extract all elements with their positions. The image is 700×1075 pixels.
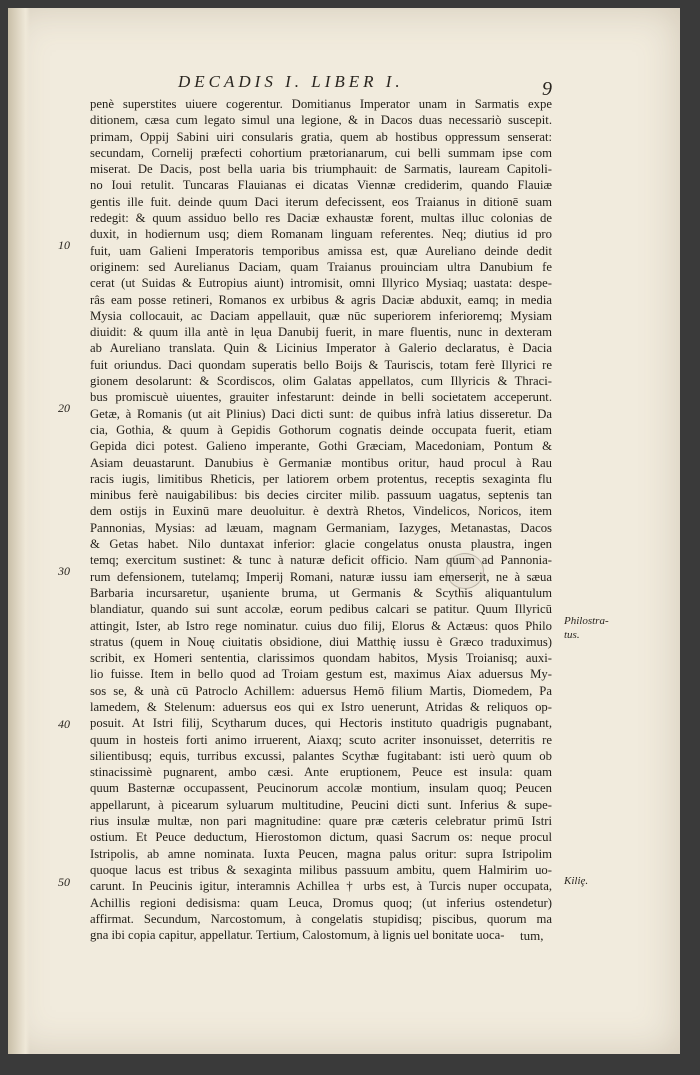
text-line: Achillis regioni dedisisma: quam Leuca, Dromus quoq; (ut inferius ostendetur) [90,895,552,910]
text-line: râs eam posse retineri, Romanos ex urbibus & agris Daciæ abduxit, eamq; in media [90,292,552,307]
text-line: minibus ferè nauigabilibus: bis decies circiter milib. passuum uagatus, septenis tan [90,488,552,503]
running-header: DECADIS I. LIBER I. [178,72,404,91]
text-line: quoque lacus est tribus & sexaginta milibus passuum ambitu, quem Halmirim uo- [90,862,552,877]
text-line: duxit, in hodiernum usq; diem Romanam linguam referentes. Neq; diutius id pro [90,227,552,242]
text-line: gentis ille fuit. deinde quum Daci iterum defecissent, eos Traianus in ditionē suam [90,194,552,209]
text-line: lamedem, & Stelenum: aduersus eos qui ex Istro uenerunt, Atridas & reliquos op- [90,699,552,714]
marginal-note-philostratus-1: Philostra- [564,615,609,627]
text-line: scribit, ex Homeri sententia, clarissimos quondam habitos, Mysis Troianisq; auxi- [90,651,552,666]
line-number-50: 50 [58,875,70,889]
library-stamp [446,553,484,589]
text-line: gna ibi copia capitur, appellatur. Tertium, Calostomum, à lignis uel bonitate uoca- [90,928,505,943]
line-number-20: 20 [58,401,70,415]
body-text [90,96,552,943]
book-page [8,8,680,1054]
text-line: miserat. De Dacis, post bella uaria bis triumphauit: de Sarmatis, lauream Capitoli- [90,162,552,177]
text-line: affirmat. Secundum, Narcostomum, à congelatis stupidisq; piscibus, quorum ma [90,911,552,926]
text-line: stratus (quem in Nouę ciuitatis obsidione, diui Matthię iussu è Græco traduximus) [90,634,552,649]
text-line: gionem desolarunt: & Scordiscos, olim Galatas appellatos, cum Illyricis & Thraci- [90,374,552,389]
text-line: Mysia collocauit, ac Daciam appellauit, quæ nūc superiorem inferioremq; Mysiam [90,308,552,323]
text-line: & Getas habet. Nilo duntaxat inferior: glacie congelatus onusta plaustra, ingen [90,537,552,552]
text-line: Getæ, à Romanis (ut ait Plinius) Daci dicti sunt: de quibus infrà latius disseretur. Da [90,406,552,421]
text-line: Asiam deuastarunt. Danubius è Germaniæ montibus oritur, haud procul à Rau [90,455,552,470]
line-number-40: 40 [58,717,70,731]
text-line: sos se, & unà cū Patroclo Achillem: aduersus Hemō filium Martis, Diomedem, Pa [90,683,552,698]
text-line: ditionem, cæsa cum legato simul una legione, & in Dacos duas necessariò suscepit. [90,113,552,128]
text-line: temq; exercitum sustinet: & tunc à naturæ deficit officio. Nam quum ad Pannonia- [90,553,552,568]
text-line: rum defensionem, tutelamq; Imperij Romani, naturæ iussu iam emerserit, ne à sæua [90,569,552,584]
text-line: quum Basternæ occupassent, Peucinorum accolæ montium, insulam quoq; Peucen [90,781,552,796]
text-line: rius insulæ multæ, non pari magnitudine: quare præ cæteris celebratur primū Istri [90,814,552,829]
text-line: ab Aureliano translata. Quin & Licinius Imperator à Galerio declaratus, è Dacia [90,341,552,356]
text-line: secundam, Cornelij præfecti cohortium prætorianarum, cui belli summam ipse com [90,145,552,160]
text-line: cerat (ut Suidas & Eutropius aiunt) intromisit, omni Illyrico Mysiaq; uastata: despe- [90,276,552,291]
text-line: quum in hosteis forti animo irruerent, Aiaxq; scuto acriter insonuisset, deterritis re [90,732,552,747]
text-line: stinacissimè pugnarent, ambo cæsi. Ante eruptionem, Peuce est insula: quam [90,765,552,780]
text-line: primam, Oppij Sabini uiri consularis gratia, quem ab hostibus oppressum senserat: [90,129,552,144]
text-line: attingit, Ister, ab Istro rege nominatur. cuius duo filij, Elorus & Actæus: quos Philo [90,618,552,633]
text-line: fuit, uam Galieni Imperatoris temporibus amissa est, quæ Aureliano deinde dedit [90,243,552,258]
text-line: Istripolis, ab amne nominata. Iuxta Peucen, magna palus oritur: supra Istripolim [90,846,552,861]
text-line: dem ostijs in Euxinū mare deuoluitur. è dextrà Rhetos, Vindelicos, Noricos, item [90,504,552,519]
text-line: originem: sed Aurelianus Daciam, quam Traianus prouinciam ultra Danubium fe [90,259,552,274]
text-line: cia, Gothia, & quum à Gepidis Gothorum cognatis deinde occupata fuerit, etiam [90,422,552,437]
page-gutter [8,8,30,1054]
text-line: silientibusq; equis, turribus excussi, palantes Scythæ fugitabant: isti uerò quum ob [90,748,552,763]
text-line: no Ioui retulit. Tuncaras Flauianas ei dicatas Viennæ crediderim, quando Flauiæ [90,178,552,193]
line-number-10: 10 [58,238,70,252]
text-line: redegit: & quum assiduo bello res Daciæ exhaustæ forent, multas illuc colonias de [90,211,552,226]
text-line: fuit oriundus. Daci quondam superatis bello Boijs & Tauriscis, totam ferè Illyrici re [90,357,552,372]
line-number-30: 30 [58,564,70,578]
text-line: Pannonias, Mysias: ad læuam, magnam Germaniam, Iazyges, Metanastas, Dacos [90,520,552,535]
text-line: appellarunt, à picearum syluarum multitudine, Peucini dicti sunt. Inferius & supe- [90,797,552,812]
text-line: bus promiscuè uiuentes, grauiter infestarunt: deinde in belli societatem acceperunt. [90,390,552,405]
text-line: blandiatur, quando sui sunt accolæ, eorum pedibus calcari se patitur. Quum Illyricū [90,602,552,617]
text-line: diuidit: & quum illa antè in lęua Danubij fuerit, in mare fluentis, nunc in dexteram [90,325,552,340]
text-line: carunt. In Peucinis igitur, interamnis Achillea † urbs est, à Turcis nuper occupata, [90,879,552,894]
text-line: penè superstites uiuere cogerentur. Domitianus Imperator unam in Sarmatis expe [90,97,552,111]
page-number: 9 [542,78,552,100]
text-line: Barbaria incursaretur, ușaniente bruma, ut Germanis & Scythis aliquantulum [90,585,552,600]
text-line: posuit. At Istri filij, Scytharum duces, qui Hectoris instituto quadrigis pugnabant, [90,716,552,731]
catchword: tum, [520,928,544,943]
text-line: lio fuisse. Item in bello quod ad Troiam gestum est, maximus Aiax aduersus My- [90,667,552,682]
text-line: racis iugis, limitibus Rheticis, per latiorem orbem protentus, receptis sexaginta flu [90,471,552,486]
marginal-note-kiliae: Kiliȩ. [564,875,589,887]
text-line: ostium. Et Peuce deductum, Hierostomon dictum, quasi Sacrum os: neque procul [90,830,552,845]
text-line: Gepida dici potest. Galieno imperante, Gothi Græciam, Macedoniam, Pontum & [90,439,552,454]
marginal-note-philostratus-2: tus. [564,629,580,641]
